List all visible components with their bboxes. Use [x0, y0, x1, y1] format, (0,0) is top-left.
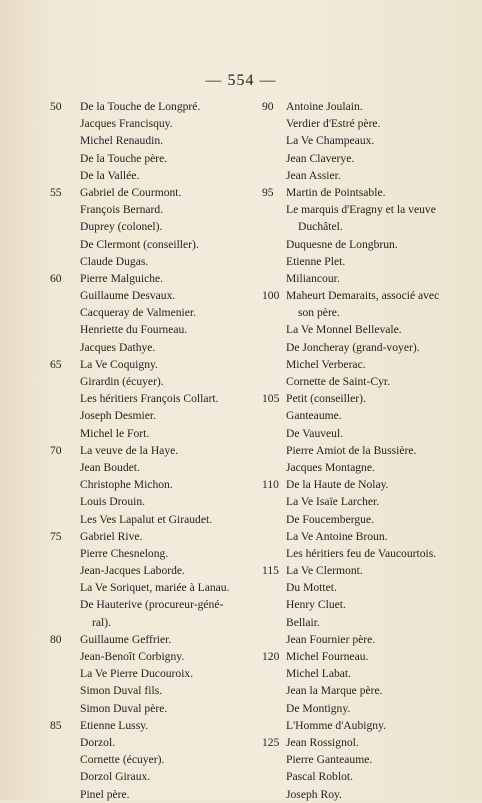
entry-name: Jean Claverye.: [286, 151, 355, 165]
entry-number: [262, 356, 286, 373]
right-column: [262, 98, 462, 803]
list-item: [50, 786, 260, 803]
list-item: [262, 476, 462, 493]
list-item: [262, 545, 462, 562]
entry-name: De Clermont (conseiller).: [80, 237, 199, 251]
entry-number: 75: [50, 529, 62, 543]
entry-name: Michel Labat.: [286, 667, 352, 681]
list-item: [50, 579, 260, 596]
entry-number: [262, 373, 286, 390]
entry-number: [262, 579, 286, 596]
entry-number: [262, 700, 286, 717]
entry-number: [50, 407, 80, 424]
entry-name: Michel Verberac.: [286, 357, 366, 371]
entry-name: Guillaume Geffrier.: [80, 632, 172, 646]
entry-name: Les Ves Lapalut et Giraudet.: [80, 512, 213, 526]
list-item: [262, 236, 462, 253]
list-item: [50, 132, 260, 149]
entry-name: Joseph Desmier.: [80, 409, 156, 423]
list-item: [50, 442, 260, 459]
entry-name: De la Vallée.: [80, 168, 140, 182]
list-item: [262, 665, 462, 682]
list-item: [50, 407, 260, 424]
entry-name: La veuve de la Haye.: [80, 443, 179, 457]
entry-name: Verdier d'Estré père.: [286, 117, 381, 131]
entry-number: [50, 545, 80, 562]
list-item: [50, 236, 260, 253]
entry-number: [50, 579, 80, 596]
entry-name: Jean Boudet.: [80, 460, 140, 474]
entry-number: [50, 201, 80, 218]
entry-name: De Joncheray (grand-voyer).: [286, 340, 420, 354]
entry-number: [50, 132, 80, 149]
list-item: [262, 115, 462, 132]
list-item: [50, 339, 260, 356]
entry-number: 60: [50, 271, 62, 285]
entry-number: [262, 786, 286, 803]
list-item: [262, 132, 462, 149]
entry-name: Etienne Plet.: [286, 254, 346, 268]
entry-number: [262, 425, 286, 442]
list-item: [262, 459, 462, 476]
entry-name: Duprey (colonel).: [80, 220, 163, 234]
entry-number: [262, 201, 286, 218]
entry-name: Pierre Malguiche.: [80, 271, 164, 285]
entry-number: [50, 493, 80, 510]
list-item: [50, 665, 260, 682]
entry-name: La Ve Soriquet, mariée à Lanau.: [80, 581, 230, 595]
entry-name: De la Touche père.: [80, 151, 168, 165]
entry-name: Les héritiers François Collart.: [80, 392, 219, 406]
entry-number: [50, 287, 80, 304]
entry-name: Pierre Chesnelong.: [80, 546, 169, 560]
entry-name: Michel le Fort.: [80, 426, 150, 440]
entry-name: Cornette de Saint-Cyr.: [286, 375, 391, 388]
entry-name: Duchâtel.: [298, 220, 343, 234]
entry-name: Cacqueray de Valmenier.: [80, 306, 196, 320]
list-item: [262, 511, 462, 528]
list-item: [50, 253, 260, 270]
list-item: [262, 648, 462, 665]
entry-number: 70: [50, 443, 62, 457]
entry-number: [262, 321, 286, 338]
list-item: [50, 98, 260, 115]
entry-name: Pierre Ganteaume.: [286, 753, 373, 767]
entry-name: La Ve Antoine Broun.: [286, 529, 388, 543]
entry-number: [50, 682, 80, 699]
list-item: [50, 768, 260, 785]
entry-number: [262, 511, 286, 528]
list-item: [50, 545, 260, 562]
list-item: [262, 528, 462, 545]
entry-number: 55: [50, 185, 62, 199]
list-item: [262, 373, 462, 390]
entry-number: [262, 545, 286, 562]
list-item: [262, 700, 462, 717]
entry-number: [262, 304, 286, 321]
entry-number: [262, 339, 286, 356]
entry-name: Maheurt Demaraits, associé avec: [286, 289, 440, 303]
entry-name: Christophe Michon.: [80, 478, 173, 492]
list-item: [50, 356, 260, 373]
entry-number: 105: [262, 392, 280, 406]
entry-name: Joseph Roy.: [286, 787, 342, 801]
entry-number: [50, 115, 80, 132]
entry-name: Ganteaume.: [286, 409, 342, 423]
entry-number: [262, 442, 286, 459]
entry-name: Dorzol Giraux.: [80, 770, 151, 784]
entry-number: [50, 700, 80, 717]
entry-name: Du Mottet.: [286, 581, 337, 595]
entry-number: 125: [262, 735, 280, 749]
entry-name: Girardin (écuyer).: [80, 375, 164, 388]
entry-name: Miliancour.: [286, 271, 340, 285]
entry-number: [50, 373, 80, 390]
entry-number: [50, 734, 80, 751]
list-item: [50, 373, 260, 390]
list-item: [262, 321, 462, 338]
entry-number: [50, 786, 80, 803]
entry-number: [262, 596, 286, 613]
list-item: [262, 614, 462, 631]
list-item: [50, 528, 260, 545]
entry-name: Jean Rossignol.: [286, 735, 359, 749]
entry-number: [50, 390, 80, 407]
entry-number: [50, 253, 80, 270]
list-item: [262, 682, 462, 699]
entry-name: son père.: [298, 306, 340, 320]
list-item: [262, 98, 462, 115]
entry-name: Gabriel Rive.: [80, 529, 143, 543]
list-item: [50, 682, 260, 699]
list-item: [50, 201, 260, 218]
list-item: [262, 184, 462, 201]
entry-name: Claude Dugas.: [80, 254, 149, 268]
entry-name: De Vauveul.: [286, 426, 344, 440]
list-item: [50, 425, 260, 442]
list-item: [50, 734, 260, 751]
entry-name: Le marquis d'Eragny et la veuve: [286, 203, 436, 217]
entry-number: 90: [262, 100, 274, 113]
entry-name: L'Homme d'Aubigny.: [286, 718, 387, 732]
list-item: [50, 700, 260, 717]
entry-name: Martin de Pointsable.: [286, 185, 386, 199]
entry-number: [262, 751, 286, 768]
list-item: [262, 390, 462, 407]
entry-name: Pinel père.: [80, 787, 130, 801]
list-item: [50, 184, 260, 201]
list-item: [262, 287, 462, 304]
entry-name: Jacques Dathye.: [80, 340, 156, 354]
list-item: [262, 270, 462, 287]
list-item: [262, 356, 462, 373]
entry-name: De la Touche de Longpré.: [80, 100, 201, 113]
entry-number: [50, 425, 80, 442]
list-item: [262, 768, 462, 785]
entry-name: La Ve Isaïe Larcher.: [286, 495, 380, 509]
entry-number: [50, 768, 80, 785]
list-item: [262, 201, 462, 218]
entry-name: Jacques Montagne.: [286, 460, 375, 474]
entry-name: Bellair.: [286, 615, 320, 629]
entry-name: La Ve Coquigny.: [80, 357, 158, 371]
list-item: [262, 579, 462, 596]
entry-name: La Ve Monnel Bellevale.: [286, 323, 402, 337]
list-item: [262, 751, 462, 768]
entry-number: [262, 528, 286, 545]
list-item: [50, 459, 260, 476]
page-number: — 554 —: [205, 72, 277, 89]
entry-number: [262, 717, 286, 734]
entry-name: Cornette (écuyer).: [80, 753, 165, 767]
entry-name: Jean-Jacques Laborde.: [80, 564, 185, 578]
entry-name: Antoine Joulain.: [286, 100, 363, 113]
list-item: [50, 493, 260, 510]
list-item: [50, 596, 260, 613]
list-item: [50, 717, 260, 734]
entry-name: Michel Fourneau.: [286, 650, 369, 663]
entry-name: La Ve Champeaux.: [286, 134, 375, 148]
entry-name: Pascal Roblot.: [286, 770, 353, 784]
entry-number: 85: [50, 718, 62, 732]
entry-name: De Hauterive (procureur-géné-: [80, 598, 224, 612]
list-item: [262, 253, 462, 270]
entry-number: 80: [50, 632, 62, 646]
entry-number: 65: [50, 357, 62, 371]
entry-name: Henriette du Fourneau.: [80, 323, 188, 337]
entry-name: Simon Duval père.: [80, 701, 168, 715]
entry-number: 95: [262, 185, 274, 199]
entry-number: [50, 321, 80, 338]
entry-name: François Bernard.: [80, 203, 164, 217]
list-item: [50, 648, 260, 665]
entry-number: [50, 459, 80, 476]
entry-number: [262, 631, 286, 648]
entry-name: Michel Renaudin.: [80, 134, 164, 148]
list-item: [262, 407, 462, 424]
list-item: [262, 304, 462, 321]
entry-name: Guillaume Desvaux.: [80, 289, 176, 303]
list-item: [262, 150, 462, 167]
entry-number: [262, 459, 286, 476]
list-item: [262, 734, 462, 751]
list-item: [262, 493, 462, 510]
entry-number: [262, 115, 286, 132]
entry-number: [50, 150, 80, 167]
list-item: [262, 562, 462, 579]
entry-number: [50, 304, 80, 321]
list-item: [50, 390, 260, 407]
entry-number: [50, 648, 80, 665]
entry-number: [262, 614, 286, 631]
list-item: [262, 717, 462, 734]
list-item: [50, 476, 260, 493]
entry-number: [262, 493, 286, 510]
entry-number: [50, 476, 80, 493]
left-column: [50, 98, 260, 803]
entry-number: [262, 150, 286, 167]
entry-number: 50: [50, 100, 62, 113]
entry-number: [262, 682, 286, 699]
entry-number: [50, 665, 80, 682]
entry-name: De la Haute de Nolay.: [286, 478, 389, 492]
entry-name: Jean la Marque père.: [286, 684, 383, 698]
entry-number: [262, 270, 286, 287]
entry-number: [262, 253, 286, 270]
entry-number: [262, 132, 286, 149]
list-item: [50, 511, 260, 528]
entry-name: Jacques Francisquy.: [80, 117, 173, 131]
entry-name: Duquesne de Longbrun.: [286, 237, 398, 251]
entry-number: 110: [262, 478, 279, 492]
entry-number: [50, 339, 80, 356]
entry-number: 115: [262, 564, 279, 578]
list-item: [262, 167, 462, 184]
entry-number: [50, 751, 80, 768]
entry-name: ral).: [92, 615, 111, 629]
entry-name: Petit (conseiller).: [286, 392, 366, 406]
list-item: [262, 786, 462, 803]
entry-number: [262, 236, 286, 253]
list-item: [262, 218, 462, 235]
list-item: [50, 150, 260, 167]
entry-name: Les héritiers feu de Vaucourtois.: [286, 546, 437, 560]
entry-number: [50, 236, 80, 253]
list-item: [50, 631, 260, 648]
list-item: [50, 751, 260, 768]
entry-name: La Ve Clermont.: [286, 564, 363, 578]
entry-name: De Montigny.: [286, 701, 351, 715]
entry-name: Gabriel de Courmont.: [80, 185, 182, 199]
entry-number: [50, 511, 80, 528]
entry-number: [50, 218, 80, 235]
list-item: [50, 304, 260, 321]
entry-number: [50, 596, 80, 613]
entry-name: La Ve Pierre Ducouroix.: [80, 667, 194, 681]
list-item: [262, 631, 462, 648]
list-item: [50, 270, 260, 287]
entry-name: Etienne Lussy.: [80, 718, 149, 732]
list-item: [50, 115, 260, 132]
entry-name: Simon Duval fils.: [80, 684, 163, 698]
entry-number: [50, 614, 80, 631]
list-item: [50, 321, 260, 338]
list-item: [50, 218, 260, 235]
entry-name: Jean-Benoît Corbigny.: [80, 650, 185, 663]
entry-name: Jean Assier.: [286, 168, 341, 182]
entry-name: Pierre Amiot de la Bussière.: [286, 443, 417, 457]
entry-number: 100: [262, 289, 280, 303]
list-item: [50, 287, 260, 304]
list-item: [50, 167, 260, 184]
entry-number: [262, 218, 286, 235]
entry-number: [50, 167, 80, 184]
entry-number: [262, 768, 286, 785]
entry-number: [262, 665, 286, 682]
entry-number: [262, 407, 286, 424]
entry-number: [262, 167, 286, 184]
entry-number: [50, 562, 80, 579]
list-item: [50, 614, 260, 631]
list-item: [262, 442, 462, 459]
entry-name: Louis Drouin.: [80, 495, 146, 509]
entry-name: De Foucembergue.: [286, 512, 375, 526]
entry-name: Dorzol.: [80, 735, 116, 749]
entry-number: 120: [262, 650, 280, 663]
entry-name: Jean Fournier père.: [286, 632, 376, 646]
list-item: [262, 339, 462, 356]
entry-name: Henry Cluet.: [286, 598, 346, 612]
list-item: [262, 596, 462, 613]
list-item: [50, 562, 260, 579]
list-item: [262, 425, 462, 442]
